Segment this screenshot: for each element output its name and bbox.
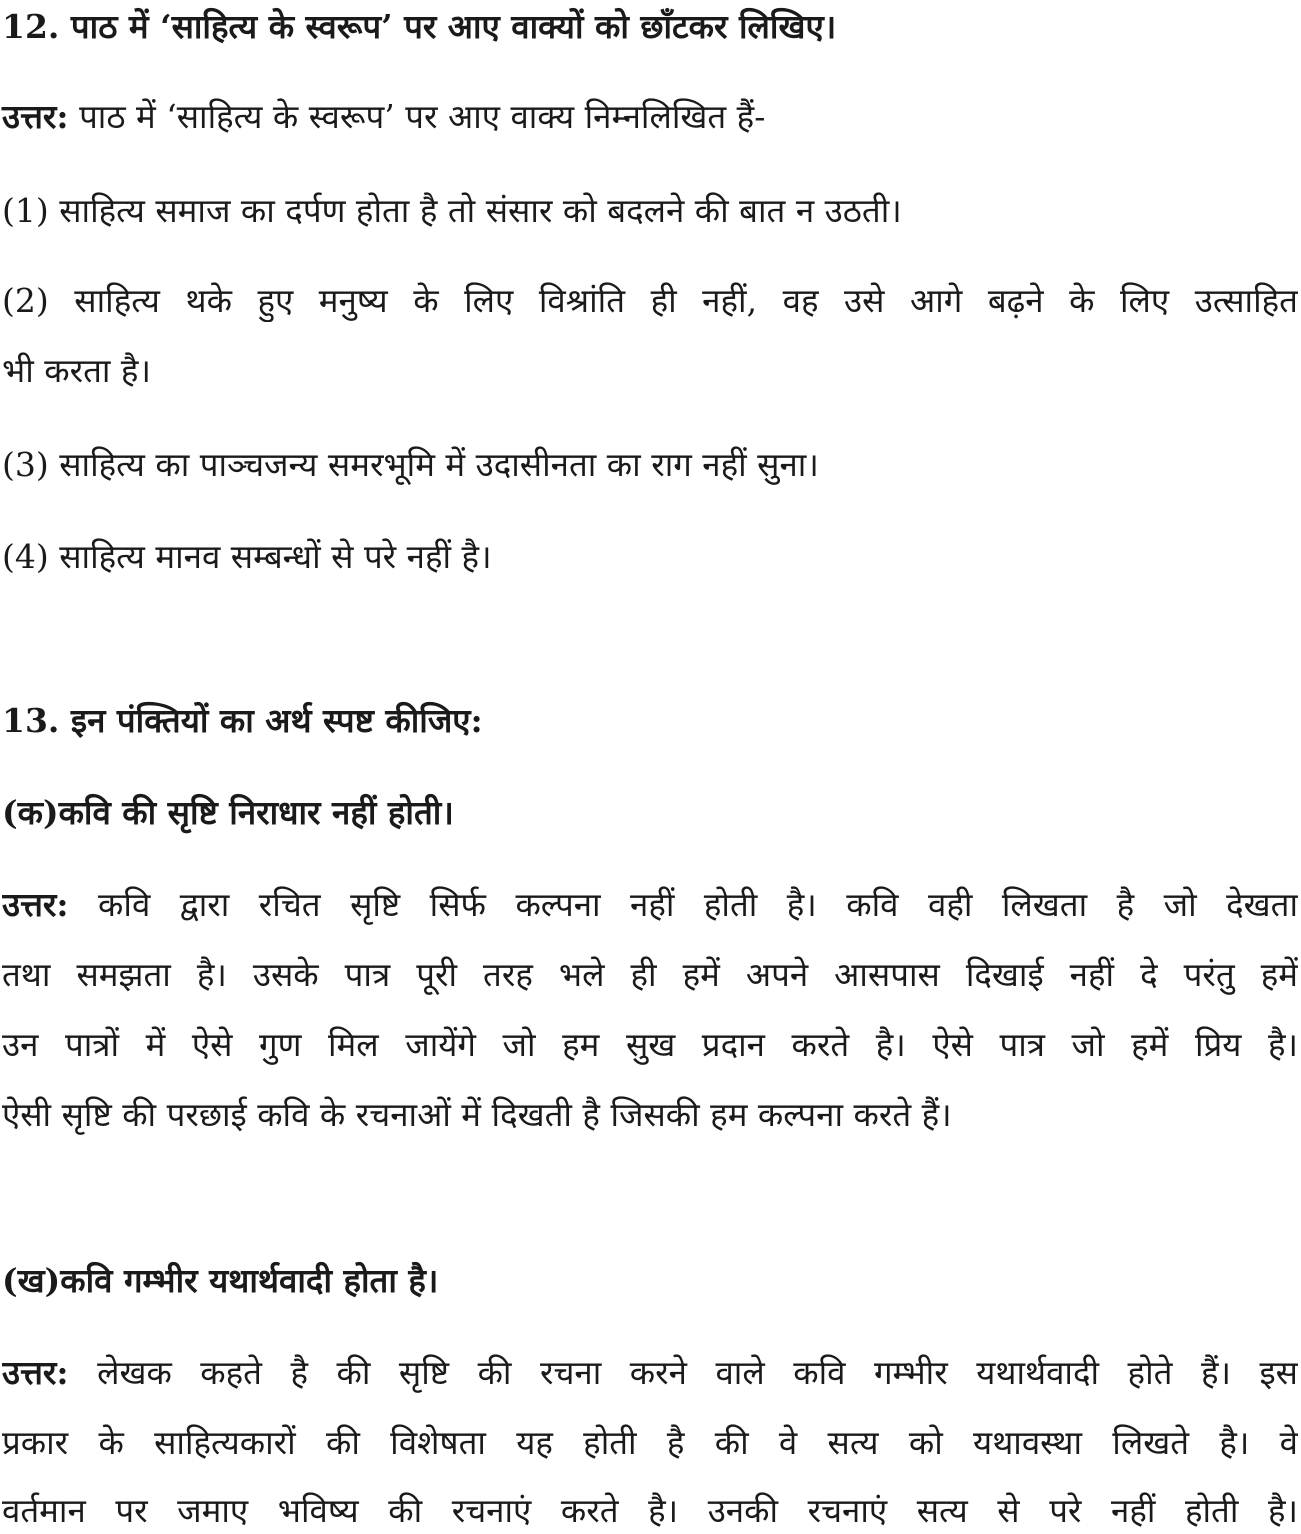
question-12-heading: 12. पाठ में ‘साहित्य के स्वरूप’ पर आए वाक्यों को छाँटकर लिखिए। xyxy=(2,7,837,46)
answer-text: कवि द्वारा रचित सृष्टि सिर्फ कल्पना नहीं होती है। कवि वही लिखता है जो देखता xyxy=(68,885,1298,924)
answer-item-1: (1) साहित्य समाज का दर्पण होता है तो संसार को बदलने की बात न उठती। xyxy=(2,191,902,230)
part-ka-answer-line-2: तथा समझता है। उसके पात्र पूरी तरह भले ही हमें अपने आसपास दिखाई नहीं दे परंतु हमें xyxy=(2,955,1298,994)
answer-label: उत्तर: xyxy=(2,97,69,136)
part-ka-answer-line-3: उन पात्रों में ऐसे गुण मिल जायेंगे जो हम सुख प्रदान करते है। ऐसे पात्र जो हमें प्रिय है। xyxy=(2,1025,1298,1064)
question-12-answer-intro xyxy=(2,96,1298,138)
part-kha-answer-line-2: प्रकार के साहित्यकारों की विशेषता यह होती है की वे सत्य को यथावस्था लिखते है। वे xyxy=(2,1423,1298,1462)
part-ka-answer-line-4: ऐसी सृष्टि की परछाई कवि के रचनाओं में दिखती है जिसकी हम कल्पना करते हैं। xyxy=(2,1095,952,1134)
answer-text: लेखक कहते है की सृष्टि की रचना करने वाले कवि गम्भीर यथार्थवादी होते हैं। इस xyxy=(68,1353,1298,1392)
answer-label: उत्तर: xyxy=(2,1353,69,1392)
answer-intro-text: पाठ में ‘साहित्य के स्वरूप’ पर आए वाक्य निम्नलिखित हैं- xyxy=(68,97,766,136)
part-kha-title: (ख)कवि गम्भीर यथार्थवादी होता है। xyxy=(2,1261,439,1300)
answer-item-3: (3) साहित्य का पाञ्चजन्य समरभूमि में उदासीनता का राग नहीं सुना। xyxy=(2,445,819,484)
answer-label: उत्तर: xyxy=(2,885,69,924)
answer-item-2-line-1: (2) साहित्य थके हुए मनुष्य के लिए विश्रांति ही नहीं, वह उसे आगे बढ़ने के लिए उत्साहित xyxy=(2,281,1298,320)
part-kha-answer-line-3: वर्तमान पर जमाए भविष्य की रचनाएं करते है। उनकी रचनाएं सत्य से परे नहीं होती है। xyxy=(2,1491,1298,1530)
answer-item-2-line-2: भी करता है। xyxy=(2,351,151,390)
question-13-heading: 13. इन पंक्तियों का अर्थ स्पष्ट कीजिए: xyxy=(2,701,483,740)
part-ka-answer-line-1 xyxy=(2,884,1298,926)
part-kha-answer-line-1 xyxy=(2,1352,1298,1394)
answer-item-4: (4) साहित्य मानव सम्बन्धों से परे नहीं है। xyxy=(2,537,492,576)
part-ka-title: (क)कवि की सृष्टि निराधार नहीं होती। xyxy=(2,793,454,832)
